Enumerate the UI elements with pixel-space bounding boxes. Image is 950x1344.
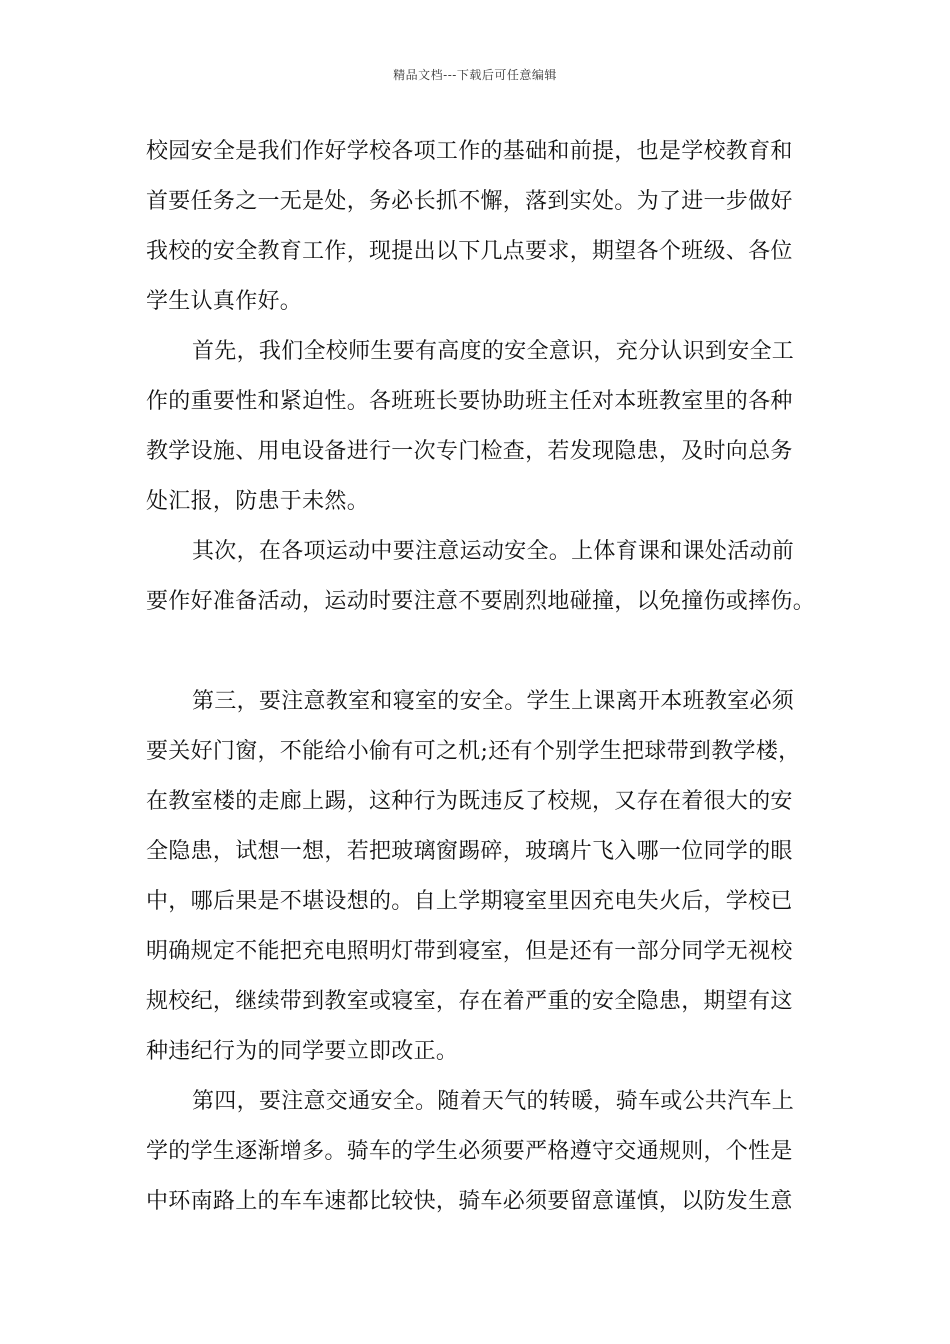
page-header: 精品文档---下载后可任意编辑	[393, 68, 557, 82]
body-line: 作的重要性和紧迫性。各班班长要协助班主任对本班教室里的各种	[146, 389, 793, 414]
body-line: 明确规定不能把充电照明灯带到寝室，但是还有一部分同学无视校	[146, 939, 793, 964]
body-line: 处汇报，防患于未然。	[146, 489, 370, 514]
document-body	[146, 133, 816, 1233]
body-line: 教学设施、用电设备进行一次专门检查，若发现隐患，及时向总务	[146, 439, 793, 464]
body-line: 学生认真作好。	[146, 289, 303, 314]
body-line: 校园安全是我们作好学校各项工作的基础和前提，也是学校教育和	[146, 139, 793, 164]
body-line: 中，哪后果是不堪设想的。自上学期寝室里因充电失火后，学校已	[146, 889, 793, 914]
body-line: 全隐患，试想一想，若把玻璃窗踢碎，玻璃片飞入哪一位同学的眼	[146, 839, 793, 864]
paragraph-first-line: 首先，我们全校师生要有高度的安全意识，充分认识到安全工	[192, 339, 795, 364]
paragraph-first-line: 第三，要注意教室和寝室的安全。学生上课离开本班教室必须	[192, 689, 795, 714]
paragraph-first-line: 其次，在各项运动中要注意运动安全。上体育课和课处活动前	[192, 539, 795, 564]
body-line: 首要任务之一无是处，务必长抓不懈，落到实处。为了进一步做好	[146, 189, 793, 214]
body-line: 要关好门窗，不能给小偷有可之机;还有个别学生把球带到教学楼，	[146, 739, 801, 764]
body-line: 规校纪，继续带到教室或寝室，存在着严重的安全隐患，期望有这	[146, 989, 793, 1014]
paragraph-first-line: 第四，要注意交通安全。随着天气的转暖，骑车或公共汽车上	[192, 1089, 795, 1114]
body-line: 学的学生逐渐增多。骑车的学生必须要严格遵守交通规则，个性是	[146, 1139, 793, 1164]
body-line: 要作好准备活动，运动时要注意不要剧烈地碰撞，以免撞伤或摔伤。	[146, 589, 816, 614]
paragraph-gap	[146, 633, 812, 683]
body-line: 在教室楼的走廊上踢，这种行为既违反了校规，又存在着很大的安	[146, 789, 793, 814]
body-line: 种违纪行为的同学要立即改正。	[146, 1039, 459, 1064]
body-line: 中环南路上的车车速都比较快，骑车必须要留意谨慎，以防发生意	[146, 1189, 793, 1214]
body-line: 我校的安全教育工作，现提出以下几点要求，期望各个班级、各位	[146, 239, 793, 264]
